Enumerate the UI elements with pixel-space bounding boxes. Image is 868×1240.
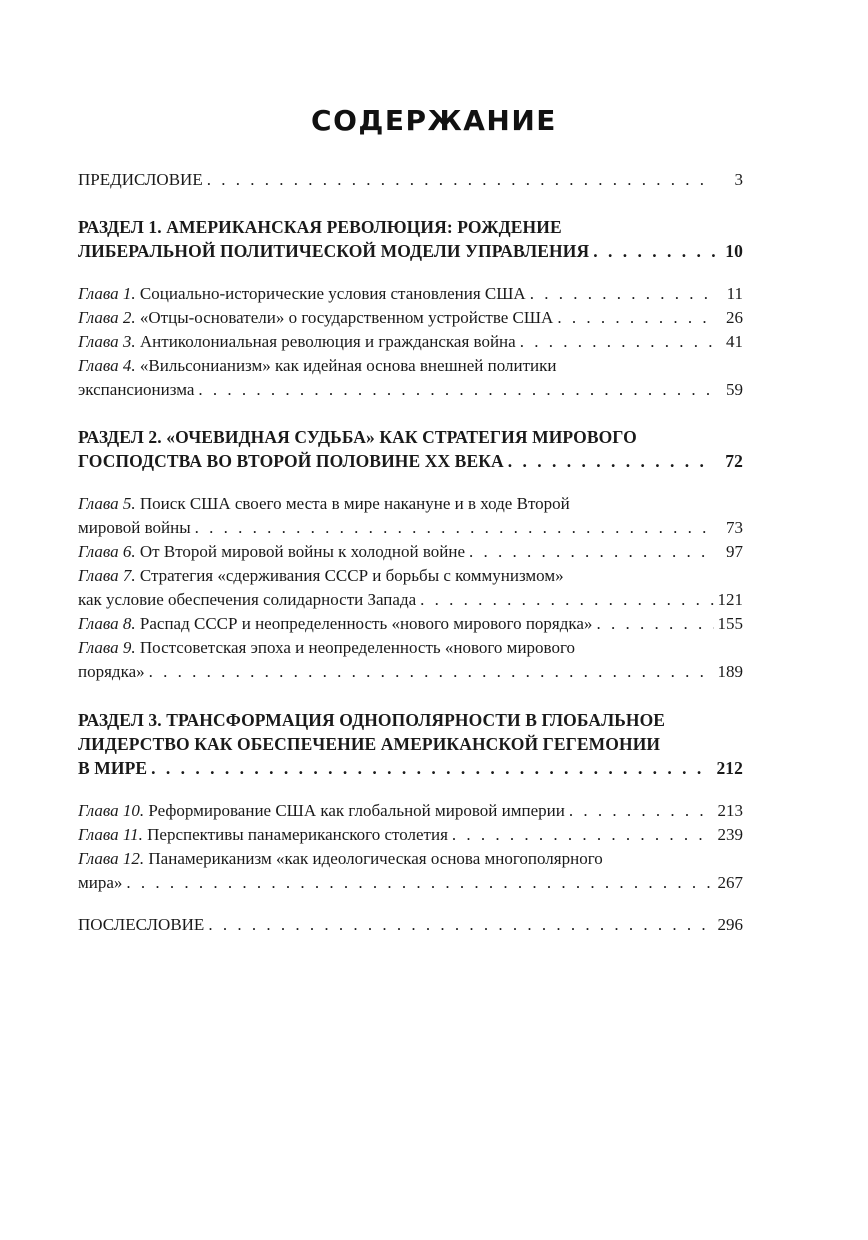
toc-entry-chapter-12[interactable] [78,871,743,895]
chapter-label: Глава 10. [78,801,145,820]
entry-title: Реформирование США как глобальной мировой империи [148,801,565,820]
entry-title: ПРЕДИСЛОВИЕ [78,170,203,189]
leader-dots [469,540,715,564]
leader-dots [596,612,713,636]
chapter-label: Глава 9. [78,638,136,657]
leader-dots [151,756,712,780]
toc-entry-chapter-11[interactable] [78,823,743,847]
page-number: 26 [726,308,743,327]
entry-title: Антиколониальная революция и гражданская война [139,332,516,351]
leader-dots [207,168,715,192]
toc-entry-chapter-6[interactable] [78,540,743,564]
leader-dots [452,823,714,847]
toc-entry-chapter-8[interactable] [78,612,743,636]
page-number: 267 [717,873,743,892]
toc-entry-chapter-2[interactable] [78,306,743,330]
chapter-label: Глава 4. [78,356,136,375]
chapter-label: Глава 6. [78,542,136,561]
chapter-label: Глава 1. [78,284,136,303]
toc-entry-chapter-10[interactable] [78,799,743,823]
leader-dots [149,660,714,684]
toc-entry-chapter-9[interactable] [78,660,743,684]
toc-entry-chapter-3[interactable] [78,330,743,354]
chapter-label: Глава 12. [78,849,145,868]
entry-title: Панамериканизм «как идеологическая основа многополярного [148,849,603,868]
entry-title: Стратегия «сдерживания СССР и борьбы с коммунизмом» [139,566,564,585]
leader-dots [520,330,715,354]
page-number: 296 [717,915,743,934]
toc-entry-chapter-5[interactable] [78,516,743,540]
entry-title: ПОСЛЕСЛОВИЕ [78,915,205,934]
leader-dots [593,239,715,263]
toc-entry-preface[interactable] [78,168,743,192]
toc-entry-chapter-7-line-1[interactable] [78,564,743,588]
page-number: 3 [734,170,743,189]
chapter-label: Глава 2. [78,308,136,327]
toc-entry-chapter-1[interactable] [78,282,743,306]
entry-title: Перспективы панамериканского столетия [147,825,448,844]
entry-title: ЛИБЕРАЛЬНОЙ ПОЛИТИЧЕСКОЙ МОДЕЛИ УПРАВЛЕНИЯ [78,241,590,261]
toc-entry-chapter-4-line-1[interactable] [78,354,743,378]
page-number: 212 [716,758,743,778]
chapter-label: Глава 5. [78,494,136,513]
page-number: 72 [725,451,743,471]
page-number: 213 [717,801,743,820]
entry-title-continued: как условие обеспечения солидарности Запада [78,590,417,609]
leader-dots [508,449,715,473]
section-1-title-line-1[interactable]: РАЗДЕЛ 1. АМЕРИКАНСКАЯ РЕВОЛЮЦИЯ: РОЖДЕНИЕ [78,217,562,237]
page-number: 73 [726,518,743,537]
leader-dots [420,588,713,612]
page-number: 189 [717,662,743,681]
page-title: СОДЕРЖАНИЕ [311,104,557,137]
leader-dots [530,282,715,306]
entry-title: «Вильсонианизм» как идейная основа внешней политики [139,356,557,375]
section-3-title-line-1[interactable]: РАЗДЕЛ 3. ТРАНСФОРМАЦИЯ ОДНОПОЛЯРНОСТИ В ГЛОБАЛЬНОЕ [78,710,666,730]
toc-entry-section-1[interactable] [78,239,743,263]
toc-entry-chapter-4[interactable] [78,378,743,402]
section-3-title-line-2[interactable]: ЛИДЕРСТВО КАК ОБЕСПЕЧЕНИЕ АМЕРИКАНСКОЙ ГЕГЕМОНИИ [78,734,661,754]
entry-title: Социально-исторические условия становления США [139,284,526,303]
leader-dots [557,306,715,330]
chapter-label: Глава 11. [78,825,143,844]
entry-title: Постсоветская эпоха и неопределенность «нового мирового [139,638,575,657]
entry-title-continued: экспансионизма [78,380,195,399]
entry-title: Распад СССР и неопределенность «нового мирового порядка» [139,614,593,633]
leader-dots [569,799,714,823]
chapter-label: Глава 3. [78,332,136,351]
entry-title: «Отцы-основатели» о государственном устройстве США [139,308,554,327]
leader-dots [198,378,715,402]
leader-dots [208,913,713,937]
chapter-label: Глава 7. [78,566,136,585]
entry-title-continued: мировой войны [78,518,191,537]
leader-dots [126,871,713,895]
entry-title-continued: порядка» [78,662,145,681]
toc-entry-chapter-7[interactable] [78,588,743,612]
page-number: 97 [726,542,743,561]
page-number: 10 [725,241,743,261]
toc-entry-section-2[interactable] [78,449,743,473]
entry-title: Поиск США своего места в мире накануне и в ходе Второй [139,494,570,513]
page-number: 239 [717,825,743,844]
page-number: 121 [717,590,743,609]
page-number: 59 [726,380,743,399]
entry-title: ГОСПОДСТВА ВО ВТОРОЙ ПОЛОВИНЕ XX ВЕКА [78,451,504,471]
leader-dots [195,516,715,540]
toc-entry-chapter-5-line-1[interactable] [78,492,743,516]
entry-title: В МИРЕ [78,758,148,778]
entry-title: От Второй мировой войны к холодной войне [139,542,466,561]
page-number: 155 [717,614,743,633]
chapter-label: Глава 8. [78,614,136,633]
toc-entry-chapter-12-line-1[interactable] [78,847,743,871]
page-number: 41 [726,332,743,351]
toc-entry-chapter-9-line-1[interactable] [78,636,743,660]
page-number: 11 [726,284,743,303]
entry-title-continued: мира» [78,873,123,892]
section-2-title-line-1[interactable]: РАЗДЕЛ 2. «ОЧЕВИДНАЯ СУДЬБА» КАК СТРАТЕГИЯ МИРОВОГО [78,427,637,447]
toc-entry-section-3[interactable] [78,756,743,780]
toc-entry-afterword[interactable] [78,913,743,937]
